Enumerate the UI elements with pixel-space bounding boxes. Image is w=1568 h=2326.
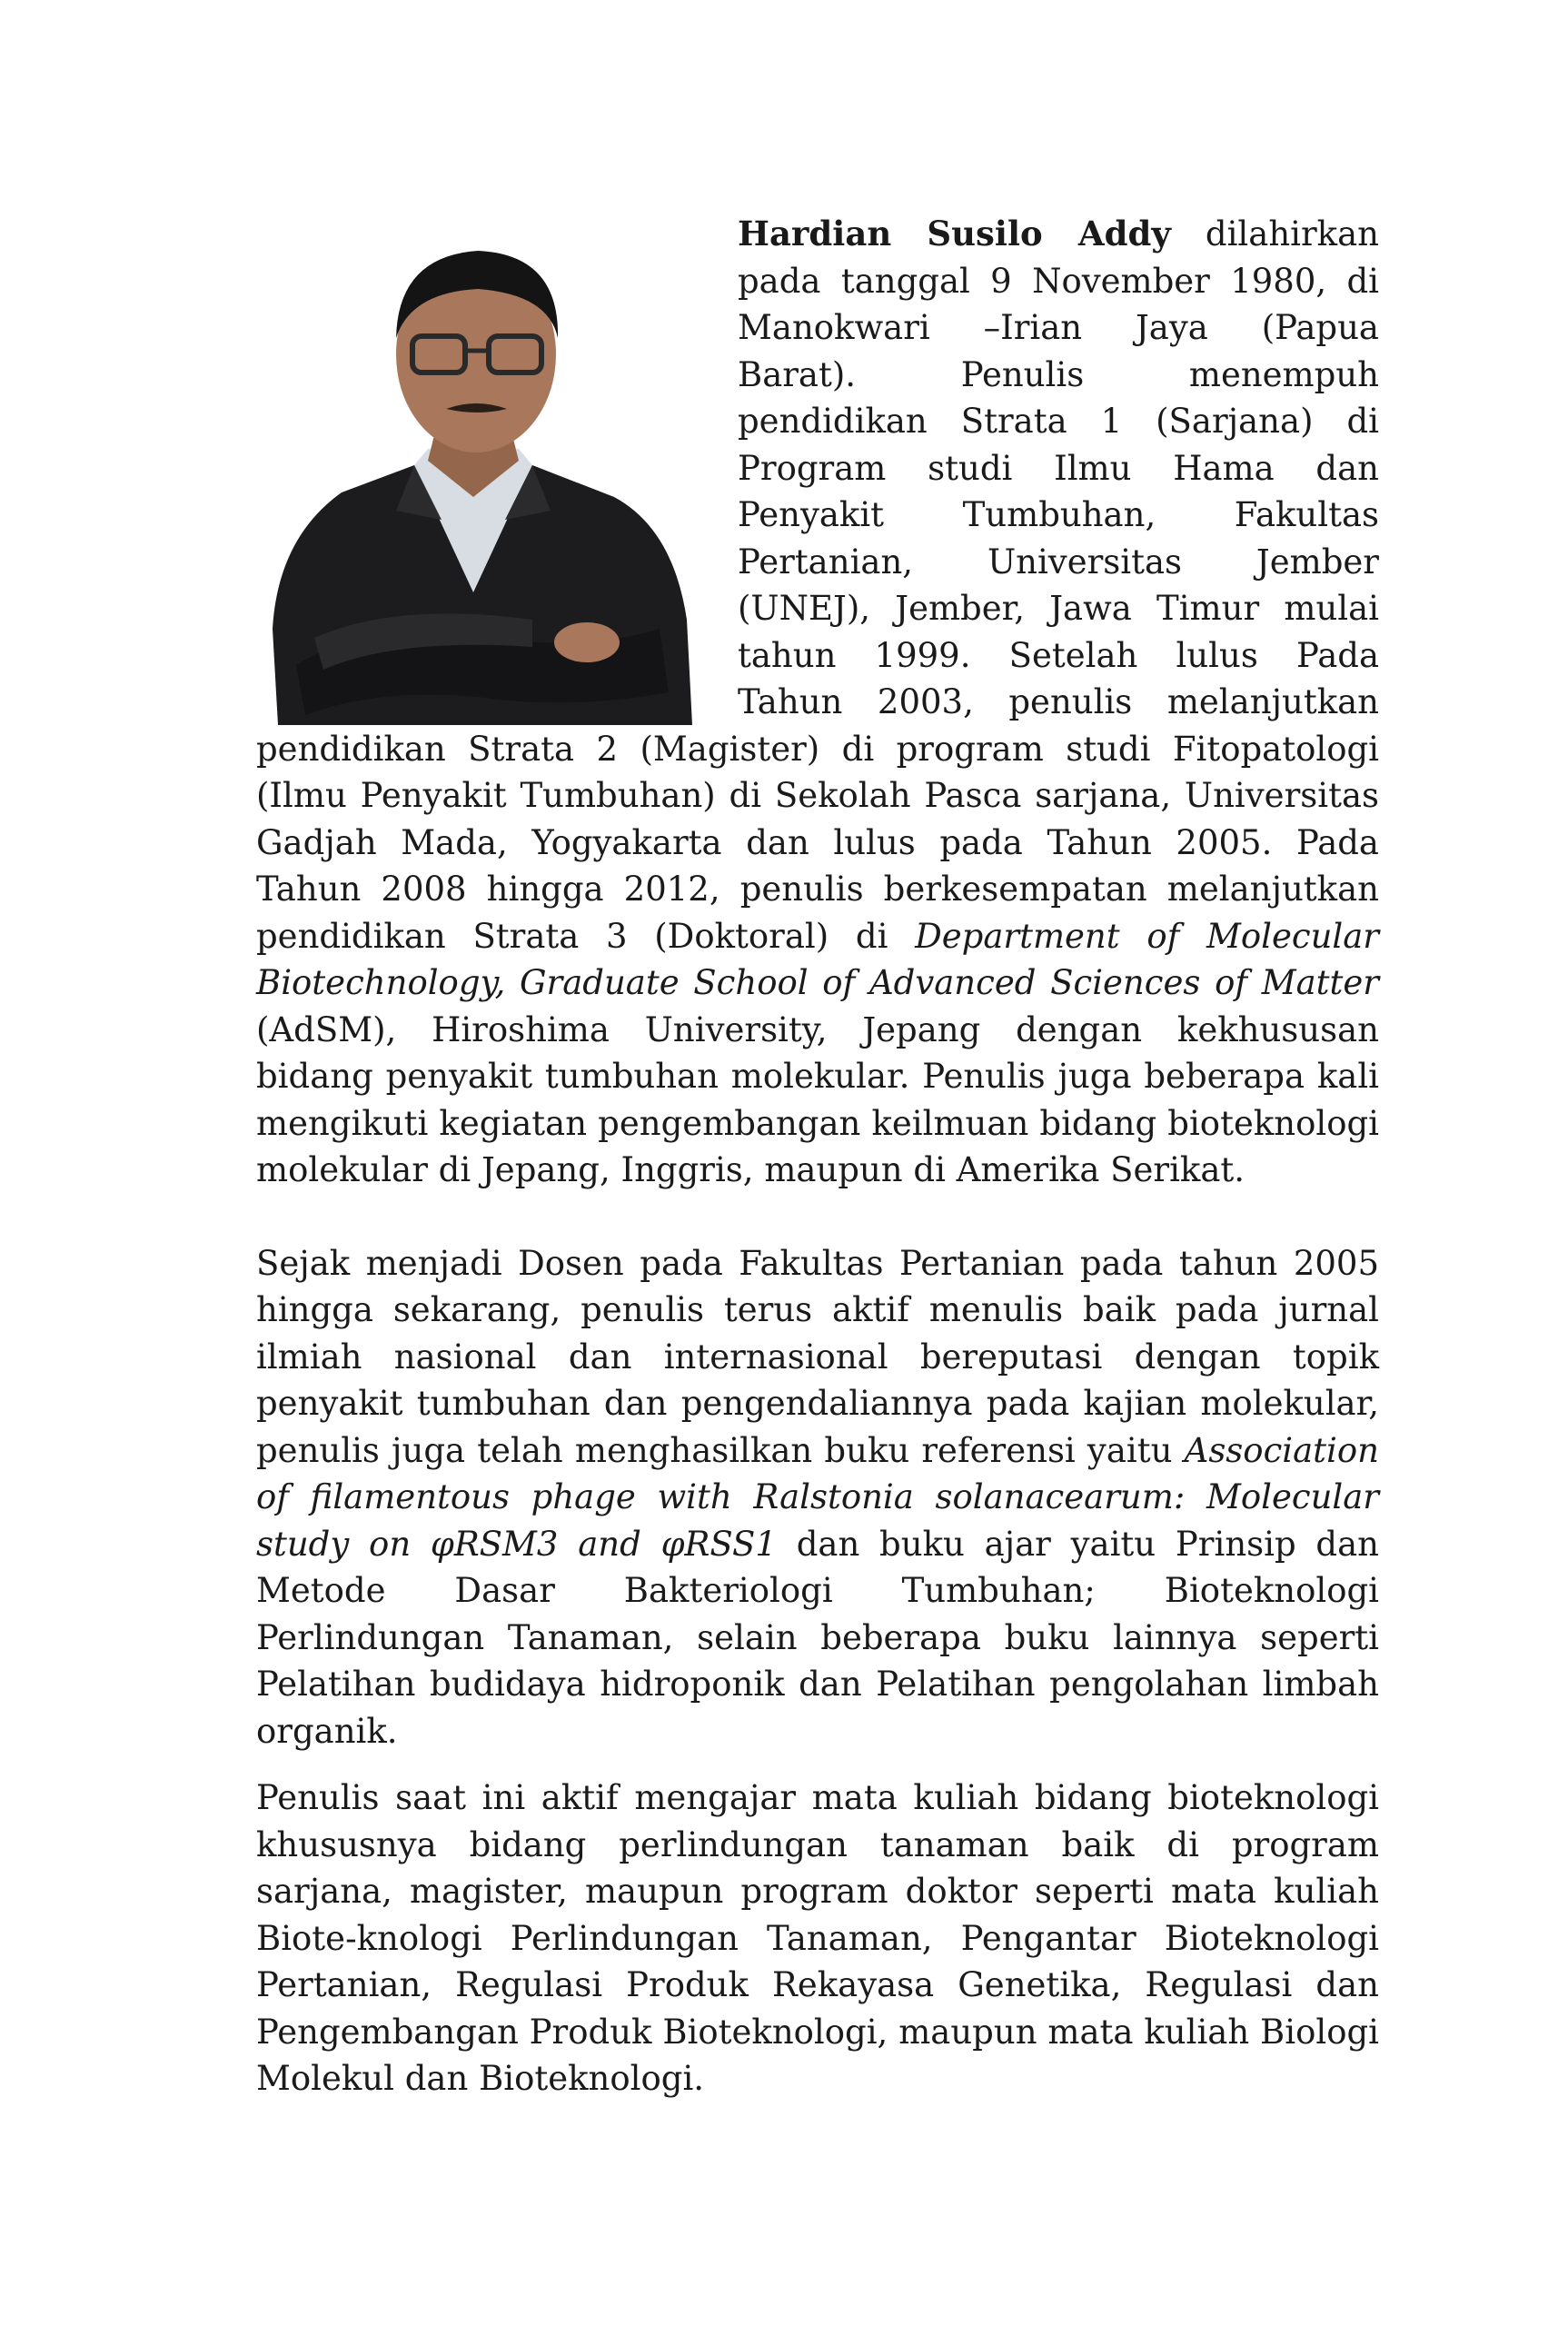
bio-paragraph-1-italic: Department of Molecular Biotechnology, Graduate School of Advanced Sciences of Matter	[256, 916, 1379, 1002]
bio-paragraph-2-text-a: Sejak menjadi Dosen pada Fakultas Pertanian pada tahun 2005 hingga sekarang, penulis terus aktif menulis baik pada jurnal ilmiah nasional dan internasional bereputasi dengan topik penyakit tumbuhan dan pengendaliannya pada kajian molekular, penulis juga telah menghasilkan buku referensi yaitu	[256, 1243, 1379, 1470]
bio-paragraph-2-italic: Association of filamentous phage with Ralstonia solanacearum: Molecular study on φRSM3 and φRSS1	[256, 1430, 1379, 1564]
portrait-illustration	[260, 238, 694, 725]
author-portrait	[260, 238, 694, 725]
bio-paragraph-2-text-b: dan buku ajar yaitu Prinsip dan Metode Dasar Bakteriologi Tumbuhan; Bioteknologi Perlindungan Tanaman, selain beberapa buku lainnya seperti Pelatihan budidaya hidroponik dan Pelatihan pengolahan limbah organik.	[256, 1524, 1379, 1751]
author-name: Hardian Susilo Addy	[738, 214, 1171, 253]
bio-paragraph-1-text-a: dilahirkan pada tanggal 9 November 1980, di Manokwari –Irian Jaya (Papua Barat). Penulis menempuh pendidikan Strata 1 (Sarjana) di Program studi Ilmu Hama dan Penyakit Tumbuhan, Fakultas Pertanian, Universitas Jember (UNEJ), Jember, Jawa Timur mulai tahun 1999. Setelah lulus Pada Tahun 2003, penulis melanjutkan pendidikan Strata 2 (Magister) di program studi Fitopatologi (Ilmu Penyakit Tumbuhan) di Sekolah Pasca sarjana, Universitas Gadjah Mada, Yogyakarta dan lulus pada Tahun 2005. Pada Tahun 2008 hingga 2012, penulis berkesempatan melanjutkan pendidikan Strata 3 (Doktoral) di	[256, 214, 1379, 956]
bio-paragraph-3: Penulis saat ini aktif mengajar mata kuliah bidang bioteknologi khususnya bidang perlindungan tanaman baik di program sarjana, magister, maupun program doktor seperti mata kuliah Biote-knologi Perlindungan Tanaman, Pengantar Bioteknologi Pertanian, Regulasi Produk Rekayasa Genetika, Regulasi dan Pengembangan Produk Bioteknologi, maupun mata kuliah Biologi Molekul dan Bioteknologi.	[256, 1778, 1379, 2098]
author-bio	[256, 211, 1379, 2102]
bio-paragraph-2	[256, 1240, 1379, 1755]
bio-paragraph-1-text-b: (AdSM), Hiroshima University, Jepang dengan kekhususan bidang penyakit tumbuhan molekular. Penulis juga beberapa kali mengikuti kegiatan pengembangan keilmuan bidang bioteknologi molekular di Jepang, Inggris, maupun di Amerika Serikat.	[256, 1009, 1379, 1189]
